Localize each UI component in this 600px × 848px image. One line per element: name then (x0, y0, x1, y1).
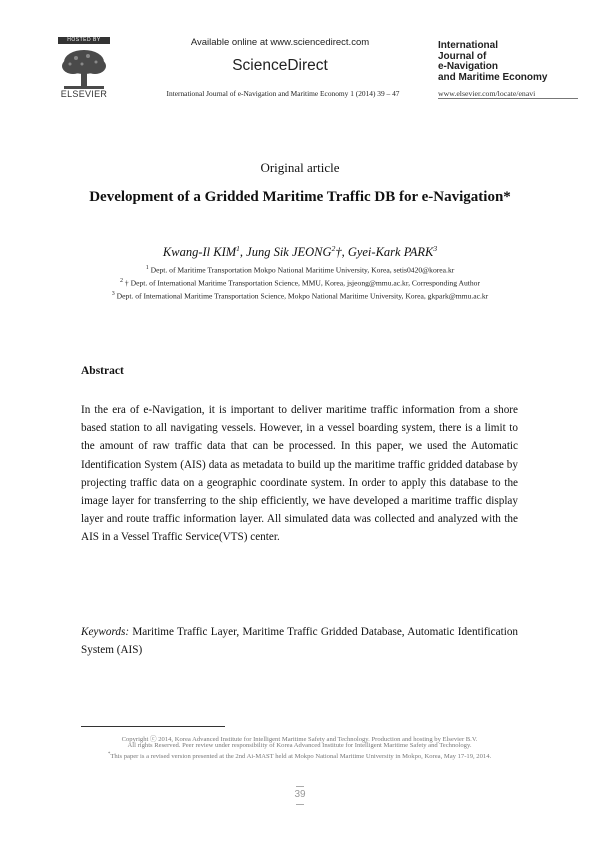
header-divider (438, 98, 578, 99)
article-title: Development of a Gridded Maritime Traffic DB for e-Navigation* (89, 189, 511, 205)
author-sup: 3 (433, 244, 438, 253)
author-sep: , (239, 245, 247, 260)
journal-name-line: International (438, 40, 499, 51)
author-sup: 1 (236, 244, 240, 253)
affiliation (0, 265, 600, 275)
footnote-note-text: This paper is a revised version presented at the 2nd Ai-MAST held at Mokpo National Maritime University in Mokpo, Korea, May 17-19, 2014. (110, 753, 492, 761)
affiliation-sup: 2 (120, 278, 123, 284)
affiliation-text: Dept. of International Maritime Transportation Science, Mokpo National Maritime University, Korea, gkpark@mmu.ac.kr (116, 291, 489, 301)
author-sup: 2 (331, 244, 336, 253)
affiliation-sup: 1 (145, 265, 149, 271)
affiliation (0, 278, 600, 288)
affiliation-text: † Dept. of International Maritime Transportation Science, MMU, Korea, jsjeong@mmu.ac.kr, Corresponding Author (124, 278, 480, 288)
author-name: Kwang-Il KIM (162, 245, 237, 260)
page-number-dash (296, 804, 304, 805)
keywords-label: Keywords: (81, 626, 130, 638)
journal-name-line: Journal of (438, 50, 487, 62)
abstract-heading: Abstract (81, 365, 124, 377)
journal-name-line: and Maritime Economy (438, 71, 548, 83)
available-online: Available online at www.sciencedirect.com (190, 37, 370, 48)
footnote-note (81, 752, 518, 760)
journal-url[interactable]: www.elsevier.com/locate/enavi (438, 89, 536, 98)
keywords (81, 624, 518, 659)
affiliation (0, 291, 600, 301)
publisher-logo-text: ELSEVIER (60, 89, 108, 99)
author-list (0, 244, 600, 260)
affiliation-text: Dept. of Maritime Transportation Mokpo National Maritime University, Korea, setis0420@korea.kr (150, 265, 455, 275)
author-name: Jung Sik JEONG (246, 245, 332, 260)
elsevier-tree-icon (58, 38, 110, 94)
journal-citation: International Journal of e-Navigation and Maritime Economy 1 (2014) 39 – 47 (166, 89, 400, 98)
journal-name-line: e-Navigation (438, 61, 499, 72)
sciencedirect-title: ScienceDirect (232, 57, 328, 74)
page-number-dash (296, 786, 304, 787)
footnote-rule (81, 726, 225, 727)
hosted-by-label: HOSTED BY (58, 37, 110, 44)
copyright-line: All rights Reserved. Peer review under responsibility of Korea Advanced Institute for Intelligent Maritime Safety and Technology. (127, 742, 472, 749)
keywords-text: Maritime Traffic Layer, Maritime Traffic Gridded Database, Automatic Identification System (AIS) (81, 626, 519, 656)
article-type: Original article (260, 160, 340, 175)
author-name: Gyei-Kark PARK (347, 245, 434, 260)
page-number: 39 (294, 789, 306, 800)
copyright-line: Copyright ⓒ 2014, Korea Advanced Institute for Intelligent Maritime Safety and Technology. Production and hosting by Elsevier B.V. (121, 736, 478, 743)
journal-name (438, 41, 578, 83)
author-sep: †, (335, 245, 348, 260)
footnote-star: * (107, 752, 111, 757)
abstract-text: In the era of e-Navigation, it is important to deliver maritime traffic information from a shore based station to all navigating vessels. However, in a vessel boarding system, there is a limit to the amount of raw traffic data that can be processed. In this paper, we used the Automatic Identification System (AIS) data as metadata to build up the maritime traffic gridded database by projecting traffic data on a geographic coordinate system. In order to apply this database to the image layer for transferring to the ship efficiently, we have developed a maritime traffic display layer and route traffic information layer. All simulated data was collected and analyzed with the AIS in a Vessel Traffic Service(VTS) center. (81, 404, 518, 544)
affiliation-sup: 3 (111, 291, 115, 297)
